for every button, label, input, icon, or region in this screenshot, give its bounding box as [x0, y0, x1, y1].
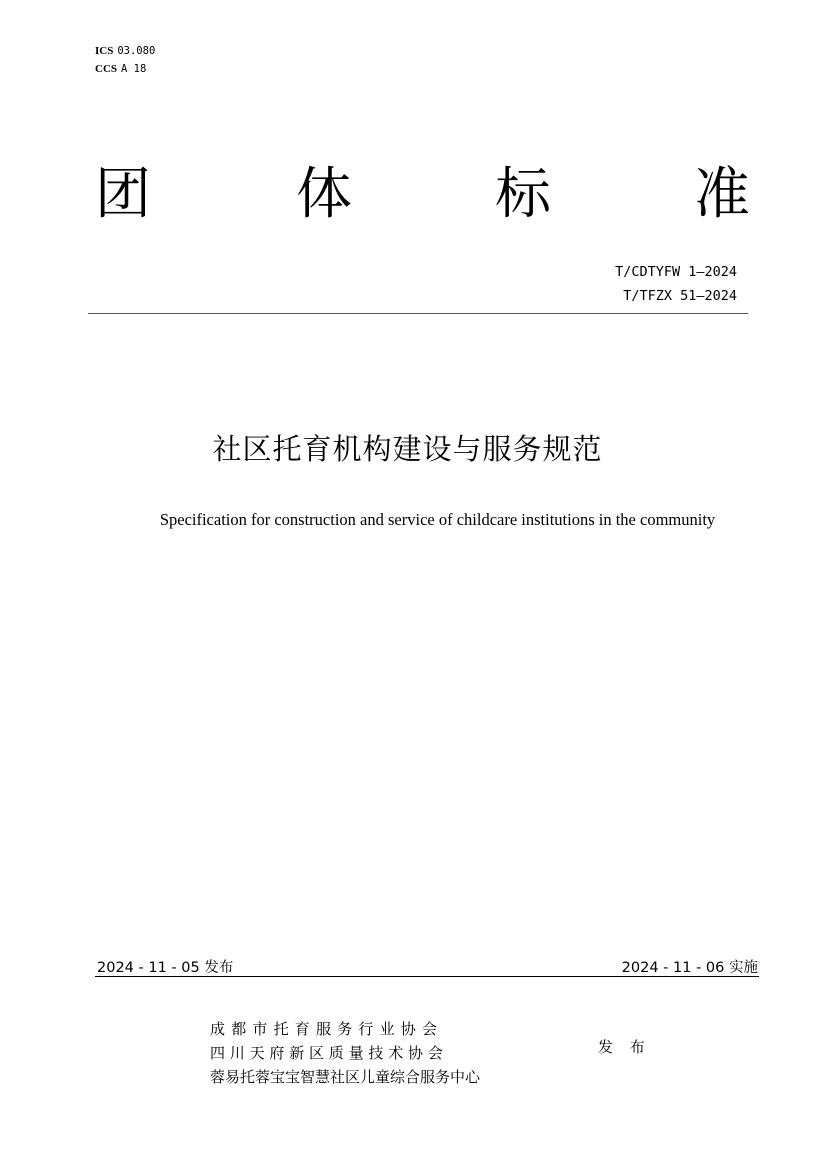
ccs-classification [95, 62, 146, 76]
publisher-3: 蓉易托蓉宝宝智慧社区儿童综合服务中心 [210, 1068, 481, 1086]
standard-code-2: T/TFZX 51—2024 [623, 288, 737, 304]
publisher-2: 四川天府新区质量技术协会 [210, 1044, 448, 1062]
title-chinese: 社区托育机构建设与服务规范 [212, 432, 603, 466]
standard-code-1: T/CDTYFW 1—2024 [615, 264, 737, 280]
doc-type-char-3: 标 [495, 162, 551, 227]
date-rule [95, 976, 759, 977]
ics-value: 03.080 [117, 45, 156, 57]
publisher-1: 成都市托育服务行业协会 [210, 1020, 444, 1038]
doc-type-char-2: 体 [296, 162, 352, 227]
doc-type-char-1: 团 [95, 162, 151, 227]
doc-type-char-4: 准 [694, 162, 750, 227]
publish-label: 发 布 [598, 1038, 651, 1056]
ics-label: ICS [95, 45, 114, 57]
release-date: 2024 - 11 - 05 发布 [97, 960, 234, 976]
ccs-value: A 18 [121, 63, 147, 75]
ics-classification [95, 44, 155, 58]
header-rule [88, 313, 748, 314]
title-english: Specification for construction and service of childcare institutions in the community [159, 510, 716, 529]
ccs-label: CCS [95, 63, 118, 75]
implement-date: 2024 - 11 - 06 实施 [621, 960, 758, 976]
